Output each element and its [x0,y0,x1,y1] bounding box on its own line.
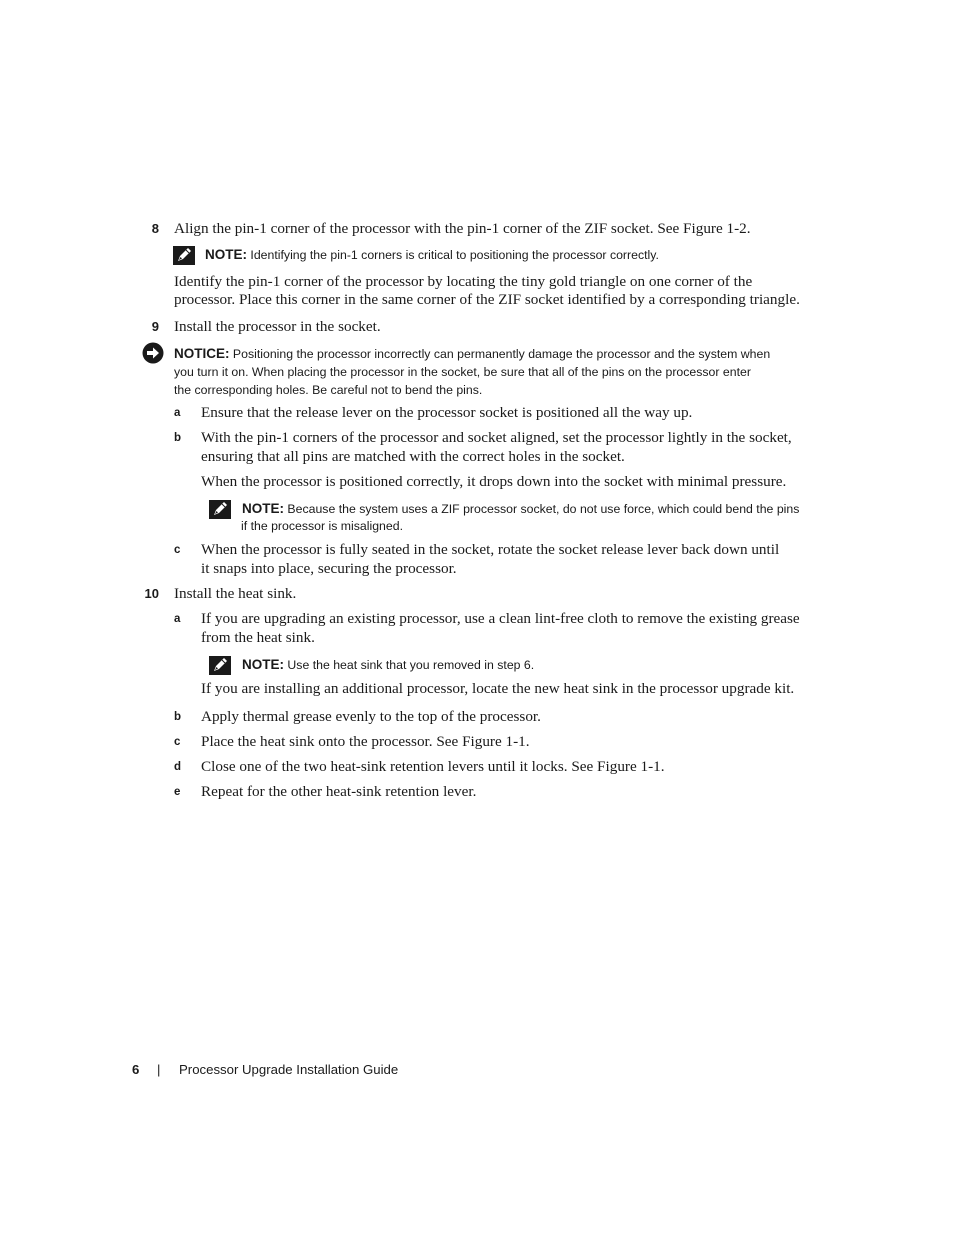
step-text: Install the processor in the socket. [174,318,381,335]
note-text [242,656,534,674]
note-block [209,500,231,524]
pencil-note-icon [209,500,231,519]
substep-text: ensuring that all pins are matched with the correct holes in the socket. [201,448,625,465]
paragraph-line: When the processor is positioned correctly, it drops down into the socket with minimal pressure. [201,473,787,490]
notice-line: the corresponding holes. Be careful not to bend the pins. [174,383,483,397]
footer-separator: | [157,1062,161,1077]
note-label: NOTE: [205,247,247,262]
note-block [209,656,231,680]
substep-text: Repeat for the other heat-sink retention lever. [201,783,477,800]
note-label: NOTE: [242,657,284,672]
substep-letter: c [174,736,181,748]
note-block [173,246,195,270]
substep-text: Ensure that the release lever on the processor socket is positioned all the way up. [201,404,693,421]
substep-letter: c [174,544,181,556]
notice-line: you turn it on. When placing the processor in the socket, be sure that all of the pins on the processor enter [174,365,751,379]
note-body: Use the heat sink that you removed in step 6. [287,658,535,672]
note-line: if the processor is misaligned. [241,519,403,533]
paragraph-line: If you are installing an additional processor, locate the new heat sink in the processor upgrade kit. [201,680,795,697]
substep-letter: b [174,711,182,723]
substep-text: When the processor is fully seated in the socket, rotate the socket release lever back down until [201,541,780,558]
notice-label: NOTICE: [174,346,230,361]
note-body: Because the system uses a ZIF processor socket, do not use force, which could bend the pins [287,502,800,516]
substep-letter: a [174,613,181,625]
substep-letter: d [174,761,182,773]
paragraph-line: Identify the pin-1 corner of the processor by locating the tiny gold triangle on one corner of the [174,273,753,290]
notice-block [142,342,164,369]
substep-text: With the pin-1 corners of the processor and socket aligned, set the processor lightly in the socket, [201,429,792,446]
step-text: Align the pin-1 corner of the processor with the pin-1 corner of the ZIF socket. See Figure 1-2. [174,220,751,237]
pencil-note-icon [209,656,231,675]
note-text [205,246,659,264]
pencil-note-icon [173,246,195,265]
substep-text: Close one of the two heat-sink retention levers until it locks. See Figure 1-1. [201,758,665,775]
notice-line [174,345,770,363]
substep-letter: e [174,786,181,798]
step-text: Install the heat sink. [174,585,297,602]
note-text [242,500,799,518]
notice-body: Positioning the processor incorrectly can permanently damage the processor and the system when [232,347,771,361]
substep-letter: b [174,432,182,444]
substep-text: Apply thermal grease evenly to the top of the processor. [201,708,541,725]
substep-text: If you are upgrading an existing processor, use a clean lint-free cloth to remove the existing grease [201,610,800,627]
substep-text: Place the heat sink onto the processor. See Figure 1-1. [201,733,530,750]
substep-letter: a [174,407,181,419]
paragraph-line: processor. Place this corner in the same corner of the ZIF socket identified by a corresponding triangle. [174,291,800,308]
substep-text: from the heat sink. [201,629,315,646]
page-number: 6 [132,1062,140,1077]
note-label: NOTE: [242,501,284,516]
step-number: 10 [144,586,159,601]
arrow-circle-notice-icon [142,342,164,364]
substep-text: it snaps into place, securing the processor. [201,560,457,577]
note-body: Identifying the pin-1 corners is critical to positioning the processor correctly. [250,248,659,262]
step-number: 9 [151,319,159,334]
step-number: 8 [151,221,159,236]
footer-title: Processor Upgrade Installation Guide [179,1062,399,1077]
